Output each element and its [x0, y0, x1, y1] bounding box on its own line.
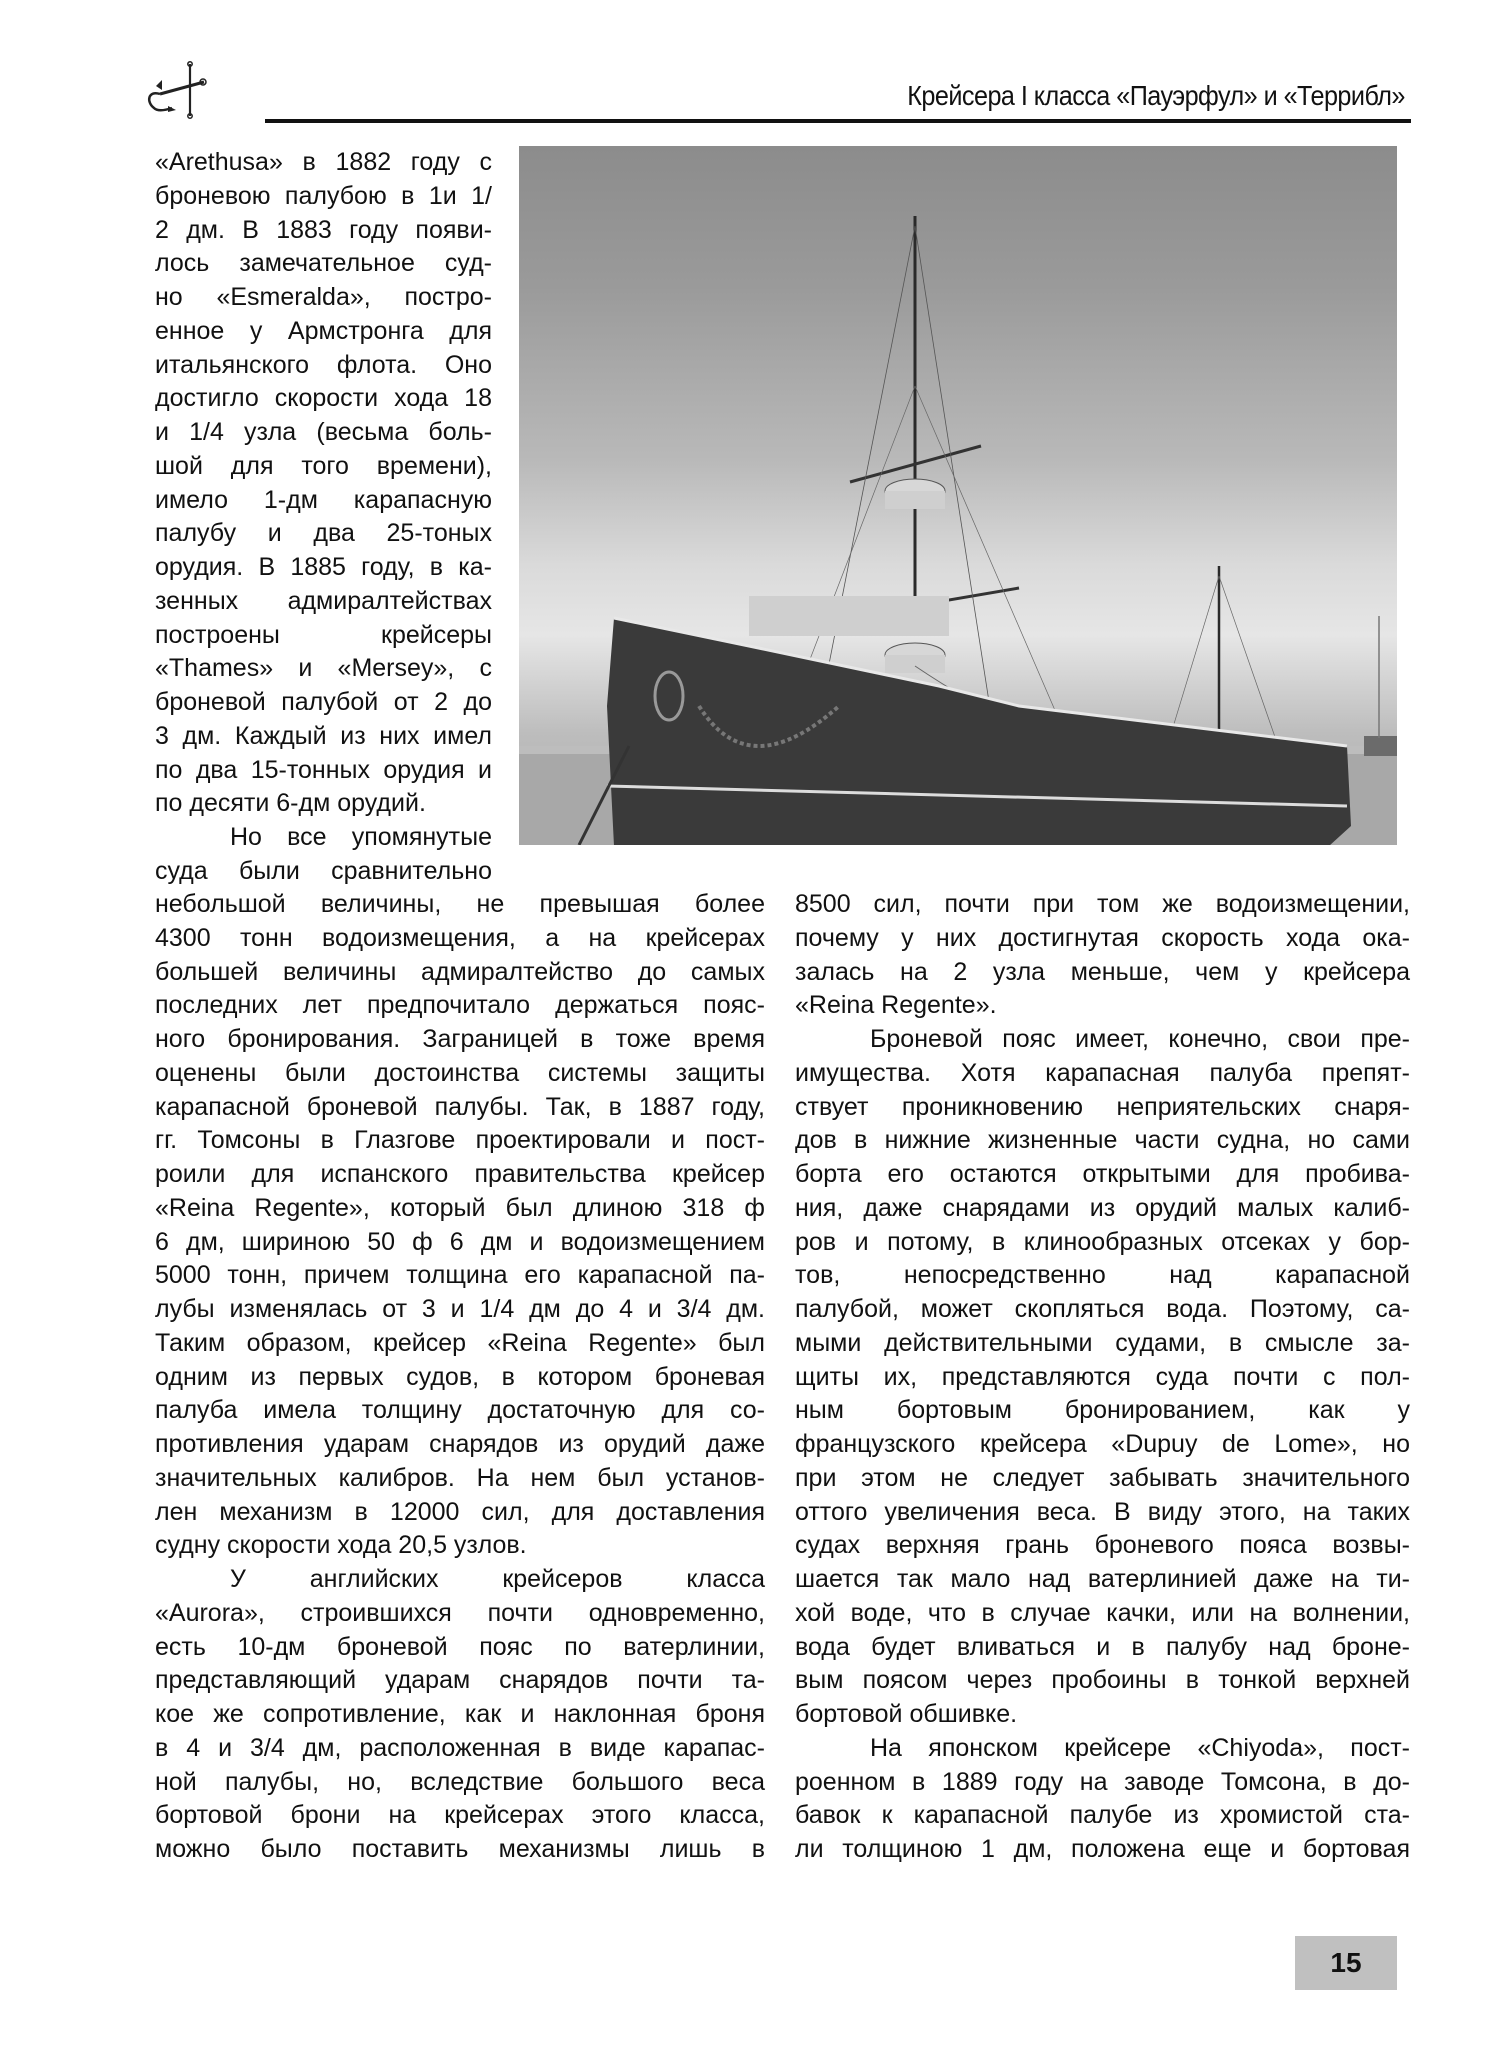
text-line: почему у них достигнутая скорость хода ока-: [795, 923, 1410, 952]
text-line: и 1/4 узла (весьма боль-: [155, 418, 492, 446]
text-line: построены крейсеры: [155, 620, 492, 649]
text-line: тов, непосредственно над карапасной: [795, 1261, 1410, 1290]
text-line: палубой, может скопляться вода. Поэтому, са-: [795, 1295, 1410, 1323]
text-line: роенном в 1889 году на заводе Томсона, в до-: [795, 1767, 1410, 1796]
text-line: имущества. Хотя карапасная палуба препят-: [795, 1058, 1410, 1087]
text-line: карапасной броневой палубы. Так, в 1887 году,: [155, 1092, 765, 1121]
left-column: [155, 888, 765, 1867]
text-line: 3 дм. Каждый из них имел: [155, 721, 492, 750]
anchor-icon: [146, 60, 208, 122]
text-line: гг. Томсоны в Глазгове проектировали и пост-: [155, 1126, 765, 1155]
text-line: «Thames» и «Mersey», с: [155, 654, 492, 683]
text-line: противления ударам снарядов из орудий даже: [155, 1430, 765, 1458]
text-line: суда были сравнительно: [155, 856, 492, 885]
page-number: 15: [1295, 1936, 1397, 1990]
text-line: У английских крейсеров класса: [230, 1565, 765, 1593]
text-line: французского крейсера «Dupuy de Lome», но: [795, 1430, 1410, 1458]
text-line: итальянского флота. Оно: [155, 350, 492, 379]
text-line: представляющий ударам снарядов почти та-: [155, 1666, 765, 1695]
text-line: вым поясом через пробоины в тонкой верхней: [795, 1666, 1410, 1695]
text-line: ров и потому, в клинообразных отсеках у бор-: [795, 1227, 1410, 1256]
text-line: зенных адмиралтействах: [155, 586, 492, 615]
cruiser-photo: [519, 146, 1397, 845]
text-line: мыми действительными судами, в смысле за-: [795, 1328, 1410, 1357]
superstructure: [749, 596, 949, 636]
text-line: орудия. В 1885 году, в ка-: [155, 553, 492, 581]
text-line: кое же сопротивление, как и наклонная броня: [155, 1700, 765, 1728]
narrow-column: [155, 146, 492, 889]
text-line: оттого увеличения веса. В виду этого, на таких: [795, 1497, 1410, 1526]
text-line: 2 дм. В 1883 году появи-: [155, 215, 492, 244]
text-line: залась на 2 узла меньше, чем у крейсера: [795, 957, 1410, 986]
text-line: ствует проникновению неприятельских снаря-: [795, 1092, 1410, 1121]
running-title: Крейсера I класса «Пауэрфул» и «Террибл»: [907, 80, 1405, 111]
text-line: «Aurora», строившихся почти одновременно,: [155, 1598, 765, 1627]
text-line: бортовой брони на крейсерах этого класса,: [155, 1801, 765, 1830]
text-line: вода будет вливаться и в палубу над броне-: [795, 1632, 1410, 1661]
text-line: роили для испанского правительства крейсер: [155, 1160, 765, 1188]
text-line: палубу и два 25-тоных: [155, 519, 492, 548]
text-line: имело 1-дм карапасную: [155, 485, 492, 514]
text-line: енное у Армстронга для: [155, 316, 492, 345]
text-line: «Reina Regente».: [795, 991, 997, 1020]
cruiser-hull-drawing: [519, 146, 1397, 845]
text-line: последних лет предпочитало держаться пояс-: [155, 991, 765, 1020]
text-line: «Reina Regente», который был длиною 318 ф: [155, 1193, 765, 1222]
text-line: щиты их, представляются суда почти с пол-: [795, 1362, 1410, 1391]
text-line: лубы изменялась от 3 и 1/4 дм до 4 и 3/4 дм.: [155, 1295, 765, 1323]
text-line: судну скорости хода 20,5 узлов.: [155, 1531, 527, 1560]
text-line: по два 15-тонных орудия и: [155, 755, 492, 784]
text-line: 4300 тонн водоизмещения, а на крейсерах: [155, 923, 765, 952]
text-line: ной палубы, но, вследствие большого веса: [155, 1767, 765, 1796]
text-line: шой для того времени),: [155, 451, 492, 480]
text-line: достигло скорости хода 18: [155, 384, 492, 413]
text-line: лось замечательное суд-: [155, 249, 492, 278]
text-line: ного бронирования. Заграницей в тоже время: [155, 1025, 765, 1053]
text-line: одним из первых судов, в котором броневая: [155, 1362, 765, 1391]
text-line: Но все упомянутые: [230, 823, 492, 851]
text-line: по десяти 6-дм орудий.: [155, 789, 426, 818]
text-line: Таким образом, крейсер «Reina Regente» был: [155, 1328, 765, 1357]
text-line: «Arethusa» в 1882 году с: [155, 148, 492, 176]
text-line: ным бортовым бронированием, как у: [795, 1396, 1410, 1425]
text-line: ли толщиною 1 дм, положена еще и бортовая: [795, 1835, 1410, 1863]
text-line: лен механизм в 12000 сил, для доставления: [155, 1497, 765, 1526]
text-line: но «Esmeralda», постро-: [155, 283, 492, 311]
text-line: в 4 и 3/4 дм, расположенная в виде карапас-: [155, 1733, 765, 1762]
text-line: есть 10-дм броневой пояс по ватерлинии,: [155, 1632, 765, 1661]
text-line: при этом не следует забывать значительного: [795, 1463, 1410, 1492]
text-line: броневой палубой от 2 до: [155, 688, 492, 716]
right-column: [795, 888, 1410, 1867]
text-line: дов в нижние жизненные части судна, но сами: [795, 1126, 1410, 1155]
text-line: небольшой величины, не превышая более: [155, 890, 765, 918]
text-line: большей величины адмиралтейство до самых: [155, 957, 765, 986]
text-line: 5000 тонн, причем толщина его карапасной па-: [155, 1261, 765, 1290]
header-rule: [265, 119, 1411, 123]
text-line: шается так мало над ватерлинией даже на ти-: [795, 1565, 1410, 1593]
text-line: палуба имела толщину достаточную для со-: [155, 1396, 765, 1425]
text-line: На японском крейсере «Chiyoda», пост-: [870, 1733, 1410, 1762]
text-line: броневою палубою в 1и 1/: [155, 181, 492, 210]
text-line: борта его остаются открытыми для пробива-: [795, 1160, 1410, 1188]
text-line: бавок к карапасной палубе из хромистой ста-: [795, 1801, 1410, 1830]
text-line: значительных калибров. На нем был установ-: [155, 1463, 765, 1492]
text-line: можно было поставить механизмы лишь в: [155, 1835, 765, 1863]
text-line: бортовой обшивке.: [795, 1700, 1018, 1728]
text-line: ния, даже снарядами из орудий малых калиб-: [795, 1193, 1410, 1222]
text-line: Броневой пояс имеет, конечно, свои пре-: [870, 1025, 1410, 1053]
text-line: хой воде, что в случае качки, или на волнении,: [795, 1598, 1410, 1627]
text-line: 8500 сил, почти при том же водоизмещении,: [795, 890, 1410, 918]
text-line: оценены были достоинства системы защиты: [155, 1058, 765, 1087]
text-line: судах верхняя грань броневого пояса возвы-: [795, 1531, 1410, 1560]
text-line: 6 дм, шириною 50 ф 6 дм и водоизмещением: [155, 1227, 765, 1256]
